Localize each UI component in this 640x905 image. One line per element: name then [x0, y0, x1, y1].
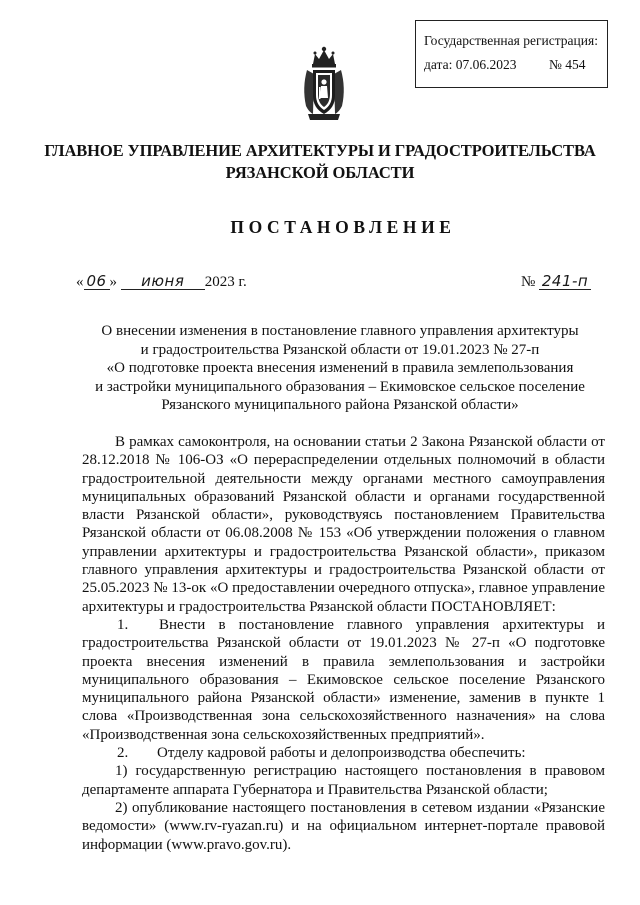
- number-prefix: №: [521, 274, 536, 290]
- coat-of-arms-icon: [298, 44, 350, 124]
- date-open-quote: «: [76, 274, 84, 290]
- subject-line4: и застройки муниципального образования – Екимовское сельское поселение: [95, 378, 585, 395]
- item-1-paragraph: [82, 616, 605, 744]
- subject-line3: «О подготовке проекта внесения изменений в правила землепользования: [106, 360, 574, 377]
- item-2-paragraph: [82, 744, 605, 762]
- document-type-heading: ПОСТАНОВЛЕНИЕ: [230, 217, 456, 237]
- date-day: 06: [84, 273, 110, 290]
- document-number: [521, 273, 591, 291]
- document-date: [76, 273, 247, 291]
- item-2-text: Отделу кадровой работы и делопроизводства обеспечить:: [157, 745, 526, 762]
- registration-title: Государственная регистрация:: [424, 33, 598, 48]
- date-close-quote: »: [109, 274, 117, 290]
- date-year: 2023 г.: [204, 274, 247, 290]
- document-subject: [60, 322, 620, 415]
- subitem-1-paragraph: 1) государственную регистрацию настоящего постановления в правовом департаменте аппарата Губернатора и Правительства Рязанской области;: [82, 763, 605, 798]
- item-1-text: Внести в постановление главного управления архитектуры и градостроительства Рязанской области от 19.01.2023 № 27-п «О подготовке проекта внесения изменений в правила землепользования и застройки муниципального образования – Екимовское сельское поселение Рязанского муниципального района Рязанской области» изменение, заменив в пункте 1 слова «Производственная зона сельскохозяйственного назначения» на слова «Производственная зона сельскохозяйственных предприятий».: [82, 616, 605, 743]
- subject-line1: О внесении изменения в постановление главного управления архитектуры: [101, 323, 579, 339]
- registration-stamp: [415, 20, 608, 88]
- date-month: июня: [121, 273, 205, 290]
- item-1-number: 1.: [117, 616, 129, 633]
- organization-title-line1: ГЛАВНОЕ УПРАВЛЕНИЕ АРХИТЕКТУРЫ И ГРАДОСТРОИТЕЛЬСТВА: [44, 141, 596, 160]
- subject-line2: и градостроительства Рязанской области от 19.01.2023 № 27-п: [140, 341, 540, 358]
- document-body: [82, 433, 605, 854]
- registration-number: № 454: [549, 57, 586, 72]
- organization-title: [0, 140, 640, 184]
- preamble-paragraph: В рамках самоконтроля, на основании статьи 2 Закона Рязанской области от 28.12.2018 № 106-ОЗ «О перераспределении отдельных полномочий в области градостроительной деятельности между органами местного самоуправления муниципальных образований Рязанской области и органами государственной власти Рязанской области», руководствуясь постановлением Правительства Рязанской области от 06.08.2008 № 153 «Об утверждении положения о главном управлении архитектуры и градостроительства Рязанской области», приказом главного управления архитектуры и градостроительства Рязанской области от 25.05.2023 № 13-ок «О предоставлении очередного отпуска», главное управление архитектуры и градостроительства Рязанской области ПОСТАНОВЛЯЕТ:: [82, 434, 605, 615]
- organization-title-line2: РЯЗАНСКОЙ ОБЛАСТИ: [225, 163, 415, 182]
- number-value: 241-п: [539, 273, 591, 290]
- registration-date: дата: 07.06.2023: [424, 57, 517, 72]
- subject-line5: Рязанского муниципального района Рязанской области»: [161, 397, 519, 414]
- subitem-2-paragraph: 2) опубликование настоящего постановления в сетевом издании «Рязанские ведомости» (www.rv-ryazan.ru) и на официальном интернет-портале правовой информации (www.pravo.gov.ru).: [82, 799, 605, 853]
- item-2-number: 2.: [117, 745, 129, 762]
